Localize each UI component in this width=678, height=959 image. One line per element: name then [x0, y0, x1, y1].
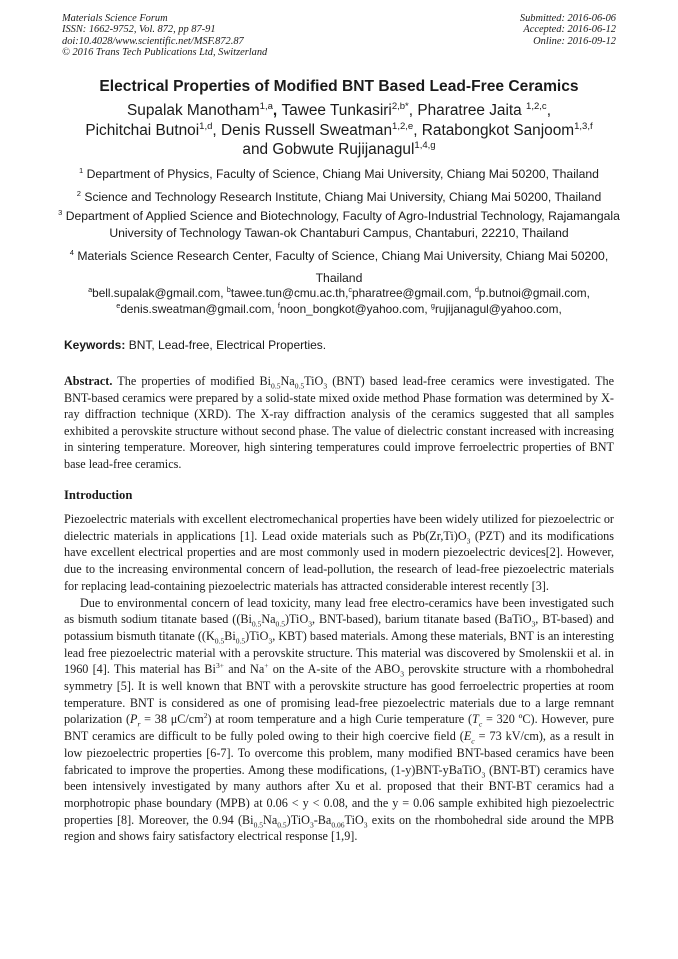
affiliation-number: 4: [69, 247, 74, 257]
paper-title: Electrical Properties of Modified BNT Based Lead-Free Ceramics: [99, 78, 579, 95]
author-affiliation-mark: 1,4,g: [414, 140, 436, 152]
author-affiliation-mark: 1,3,f: [574, 120, 593, 132]
abstract-text: The properties of modified $Bi_{0.5}Na_{0.5}TiO_3$ (BNT) based lead-free ceramics were investigated. The BNT-based ceramics were prepared by a solid-state mixed oxide method Phase formation was determined by X-ray diffraction technique (XRD). The X-ray diffraction analysis of the ceramics suggested that all samples exhibited a perovskite structure without second phase. The value of dielectric constant increased with increasing in sintering temperature. Moreover, high sintering temperatures could improve ferroelectric properties of BNT base lead-free ceramics.: [64, 374, 615, 471]
journal-issn: ISSN: 1662-9752, Vol. 872, pp 87-91: [62, 24, 216, 36]
email-address[interactable]: bell.supalak@gmail.com: [92, 286, 221, 300]
keywords-text: BNT, Lead-free, Electrical Properties.: [128, 338, 327, 352]
author-name: Ratabongkot Sanjoom: [421, 121, 575, 139]
journal-header: [62, 13, 267, 59]
affiliation-text: Department of Applied Science and Biotechnology, Faculty of Agro-Industrial Technology, Rajamangala University of Technology Tawan-ok Chantaburi Campus, Chantaburi, 22210, Thailand: [65, 209, 620, 240]
author-separator: ,: [408, 102, 418, 119]
abstract-label: Abstract.: [64, 374, 113, 388]
author-affiliation-mark: 1,2,e: [392, 120, 414, 132]
author-name: Pichitchai Butnoi: [85, 121, 200, 139]
abstract: [64, 373, 614, 473]
affiliation-1: [50, 165, 628, 184]
author-name: Supalak Manotham: [127, 102, 260, 119]
author-separator: ,: [212, 121, 221, 139]
author-affiliation-mark: 2,b*: [391, 100, 409, 112]
author-name: Tawee Tunkasiri: [281, 102, 392, 119]
email-key: a: [88, 285, 93, 295]
email-list: [50, 286, 628, 317]
dates-header: [520, 13, 616, 47]
email-separator: ,: [271, 301, 278, 316]
email-key: b: [226, 285, 231, 295]
email-address[interactable]: pharatree@gmail.com: [352, 286, 469, 300]
author-name: and Gobwute Rujijanagul: [242, 141, 415, 159]
author-separator: ,: [272, 102, 282, 119]
email-address[interactable]: tawee.tun@cmu.ac.th: [230, 286, 346, 300]
email-key: e: [116, 300, 121, 310]
author-list: [50, 101, 628, 160]
affiliation-number: 3: [58, 207, 63, 217]
email-separator: ,: [220, 286, 227, 300]
email-address[interactable]: denis.sweatman@gmail.com: [120, 301, 272, 316]
affiliation-text: Materials Science Research Center, Faculty of Science, Chiang Mai University, Chiang Mai 50200, Thailand: [77, 249, 609, 285]
submitted-date: Submitted: 2016-06-06: [519, 13, 616, 24]
keywords-label: Keywords:: [64, 338, 126, 352]
affiliation-text: Science and Technology Research Institute, Chiang Mai University, Chiang Mai 50200, Thailand: [84, 190, 602, 204]
accepted-date: Accepted: 2016-06-12: [523, 24, 616, 36]
journal-copyright: © 2016 Trans Tech Publications Ltd, Switzerland: [62, 47, 268, 59]
introduction-heading: Introduction: [64, 488, 133, 502]
email-key: f: [277, 300, 280, 310]
journal-doi: doi:10.4028/www.scientific.net/MSF.872.87: [62, 35, 244, 47]
author-separator: ,: [546, 102, 551, 119]
email-address[interactable]: p.butnoi@gmail.com: [478, 286, 587, 300]
email-separator: ,: [345, 286, 349, 300]
author-name: Pharatree Jaita: [417, 102, 522, 119]
affiliation-number: 1: [79, 165, 84, 175]
online-date: Online: 2016-09-12: [533, 35, 616, 47]
email-key: c: [348, 285, 353, 295]
email-separator: ,: [424, 301, 431, 316]
author-affiliation-mark: 1,2,c: [526, 100, 547, 112]
email-key: d: [474, 285, 479, 295]
email-separator: ,: [558, 301, 562, 316]
introduction-body: [64, 511, 614, 845]
author-affiliation-mark: 1,d: [199, 120, 213, 132]
email-key: g: [430, 300, 435, 310]
affiliation-text: Department of Physics, Faculty of Science, Chiang Mai University, Chiang Mai 50200, Thailand: [86, 167, 599, 181]
email-separator: ,: [468, 286, 475, 300]
email-address[interactable]: rujijanagul@yahoo.com: [434, 301, 559, 316]
paragraph: Piezoelectric materials with excellent electromechanical properties have been widely utilized for piezoelectric or dielectric materials in applications [1]. Lead oxide materials such as $Pb(Zr,Ti)O_3$ (PZT) and its modifications have excellent electrical properties and are most commonly used in modern piezoelectric devices[2]. However, due to the increasing environmental concern of lead-pollution, the research of lead-free piezoelectric materials for replacing lead-containing piezoelectric materials has attracted considerable interest recently [3].: [64, 512, 614, 593]
keywords: [64, 338, 614, 352]
affiliation-3: [50, 208, 628, 242]
affiliation-number: 2: [76, 188, 81, 198]
affiliation-2: [50, 188, 628, 207]
affiliation-4: [50, 245, 628, 289]
author-separator: ,: [413, 121, 422, 139]
email-separator: ,: [586, 286, 590, 300]
author-name: Denis Russell Sweatman: [220, 121, 393, 139]
email-address[interactable]: noon_bongkot@yahoo.com: [279, 301, 425, 316]
author-affiliation-mark: 1,a: [259, 100, 273, 112]
paragraph: Due to environmental concern of lead toxicity, many lead free electro-ceramics have been investigated such as bismuth sodium titanate based ($(Bi_{0.5}Na_{0.5})TiO_3$, BNT-based), barium titanate based (BaTiO$_3$, BT-based) and potassium bismuth titanate ($(K_{0.5}Bi_{0.5})TiO_3$, KBT) based materials. Among these materials, BNT is an interesting lead free piezoelectric material with a perovskite structure. This material was discovered by Smolenskii et al. in 1960 [4]. This material has $Bi^{3+}$ and Na+ on the A-site of the $ABO_3$ perovskite structure with a rhombohedral symmetry [5]. It is well known that BNT with a perovskite structure has good ferroelectric properties at room temperature. BNT is considered as one of promising lead-free piezoelectric materials due to a large remnant polarization ($P_r = 38$ $\mu C/cm^2$) at room temperature and a high Curie temperature ($T_c = 320$ ºC). However, pure BNT ceramics are difficult to be fully poled owing to their high coercive field ($E_c = 73$ kV/cm), as a result in low piezoelectric properties [6-7]. To overcome this problem, many modified BNT-based ceramics have been fabricated to improve the properties. Among these modifications, (1-y)BNT-yBaTiO$_3$ (BNT-BT) ceramics have been intensively investigated by many authors after Xu et al. proposed that their BNT-BT ceramics had a morphotropic phase boundary (MPB) at 0.06 < y < 0.08, and the y = 0.06 sample exhibited high piezoelectric properties [8]. Moreover, the 0.94 $(Bi_{0.5}Na_{0.5})TiO_3-Ba_{0.06}TiO_3$ exits on the rhombohedral side around the MPB region and shows fairy satisfactory electrical response [1,9].: [64, 595, 615, 844]
journal-name: Materials Science Forum: [62, 13, 168, 24]
